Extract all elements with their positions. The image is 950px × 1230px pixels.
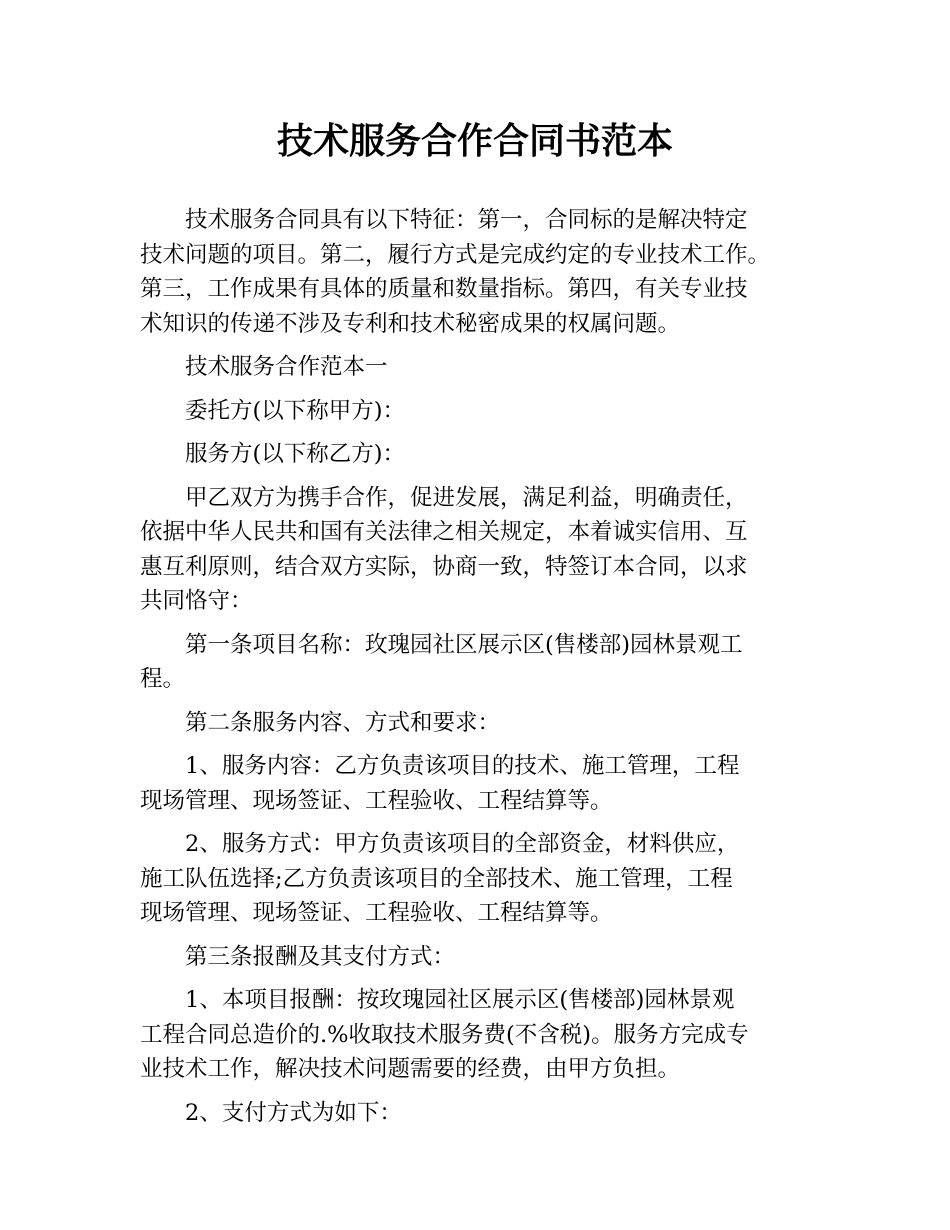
paragraph-template-heading: 技术服务合作范本一 (185, 354, 388, 380)
paragraph-article-2-item-1: 1、服务内容：乙方负责该项目的技术、施工管理，工程 现场管理、现场签证、工程验收、工程结算等。 (140, 753, 740, 814)
paragraph-intro: 技术服务合同具有以下特征：第一，合同标的是解决特定 技术问题的项目。第二，履行方式是完成约定的专业技术工作。 第三，工作成果有具体的质量和数量指标。第四，有关专业技 术知识的传递不涉及专利和技术秘密成果的权属问题。 (140, 207, 771, 337)
paragraph-party-a: 委托方(以下称甲方)： (185, 397, 406, 424)
document-title: 技术服务合作合同书范本 (276, 121, 673, 162)
document-body (140, 203, 820, 1139)
paragraph-article-2-item-2: 2、服务方式：甲方负责该项目的全部资金，材料供应， 施工队伍选择;乙方负责该项目的全部技术、施工管理，工程 现场管理、现场签证、工程验收、工程结算等。 (140, 831, 740, 926)
paragraph-article-1: 第一条项目名称：玫瑰园社区展示区(售楼部)园林景观工 程。 (140, 631, 743, 692)
paragraph-article-3-item-2: 2、支付方式为如下： (185, 1099, 402, 1126)
paragraph-party-b: 服务方(以下称乙方)： (185, 441, 406, 467)
paragraph-article-3: 第三条报酬及其支付方式： (185, 943, 456, 970)
paragraph-article-2: 第二条服务内容、方式和要求： (185, 709, 501, 736)
paragraph-article-3-item-1: 1、本项目报酬：按玫瑰园社区展示区(售楼部)园林景观 工程合同总造价的.%收取技术服务费(不含税)。服务方完成专 业技术工作，解决技术问题需要的经费，由甲方负担。 (140, 987, 749, 1082)
paragraph-preamble: 甲乙双方为携手合作，促进发展，满足利益，明确责任， 依据中华人民共和国有关法律之相关规定，本着诚实信用、互 惠互利原则，结合双方实际，协商一致，特签订本合同，以求 共同恪守： (140, 484, 748, 614)
